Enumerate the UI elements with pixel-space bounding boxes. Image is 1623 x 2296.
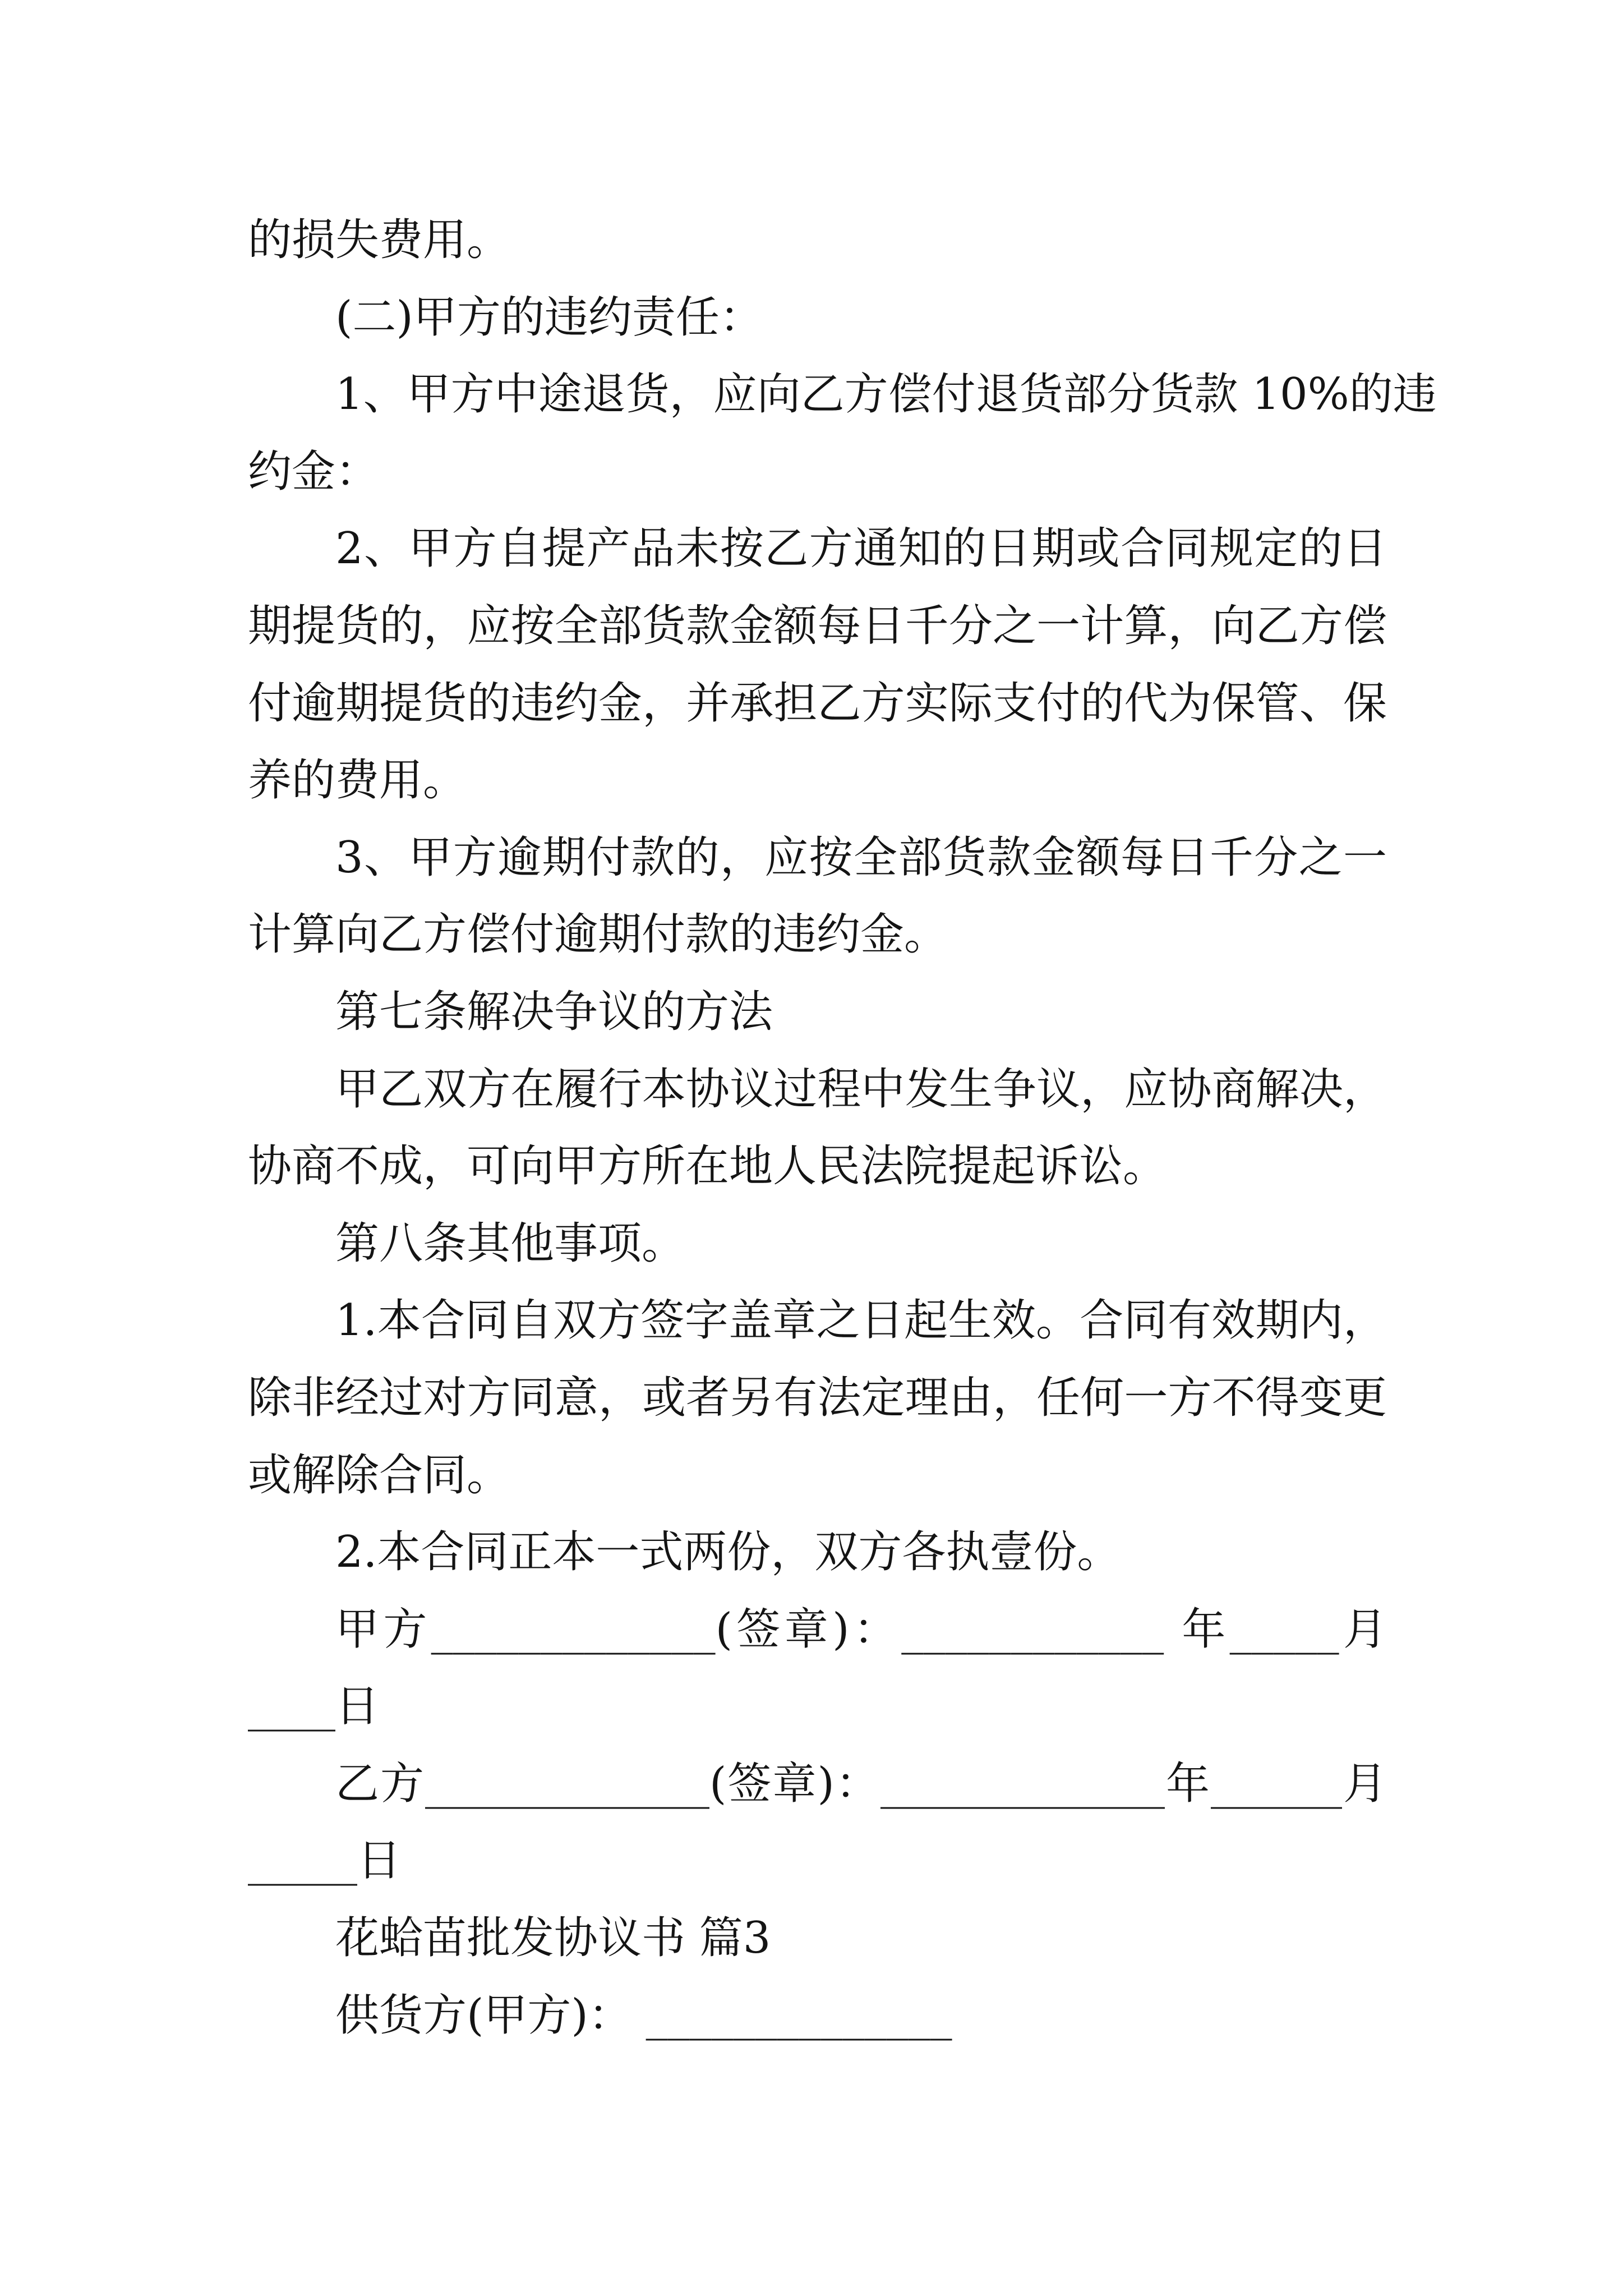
text-line: 2.本合同正本一式两份，双方各执壹份。 xyxy=(335,1527,1121,1578)
text-line: 乙方_____________(签章)：_____________年______月 xyxy=(335,1758,1387,1809)
text-line: 2、甲方自提产品未按乙方通知的日期或合同规定的日 xyxy=(335,523,1387,574)
text-line: 计算向乙方偿付逾期付款的违约金。 xyxy=(248,909,948,960)
article-heading-7 xyxy=(248,974,1387,1051)
subsection-heading xyxy=(248,279,1387,357)
article-heading-8 xyxy=(248,1205,1387,1283)
supplier-field xyxy=(248,1977,1387,2055)
dispute-resolution-text xyxy=(248,1051,1387,1205)
clause-item-3 xyxy=(248,820,1387,974)
text-line: 或解除合同。 xyxy=(248,1450,511,1501)
signature-line-party-a xyxy=(248,1591,1387,1746)
text-line: 甲乙双方在履行本协议过程中发生争议，应协商解决， xyxy=(335,1064,1387,1115)
text-line: 花蛤苗批发协议书 篇3 xyxy=(335,1913,771,1964)
other-matters-item-2 xyxy=(248,1514,1387,1591)
text-line: 1、甲方中途退货，应向乙方偿付退货部分货款 10%的违 xyxy=(335,369,1437,420)
text-line: 养的费用。 xyxy=(248,755,467,806)
text-line: 的损失费用。 xyxy=(248,215,511,265)
text-line: 付逾期提货的违约金，并承担乙方实际支付的代为保管、保 xyxy=(248,678,1387,729)
text-line: 除非经过对方同意，或者另有法定理由，任何一方不得变更 xyxy=(248,1372,1387,1423)
text-line: _____日 xyxy=(248,1835,402,1887)
text-line: 第八条其他事项。 xyxy=(335,1218,686,1269)
text-line: 约金： xyxy=(248,446,380,497)
signature-line-party-b xyxy=(248,1746,1387,1900)
text-line: (二)甲方的违约责任： xyxy=(335,292,763,343)
clause-item-2 xyxy=(248,510,1387,819)
text-line: 甲方_____________(签章)：____________ 年_____月 xyxy=(335,1604,1387,1655)
other-matters-item-1 xyxy=(248,1282,1387,1514)
text-line: 3、甲方逾期付款的，应按全部货款金额每日千分之一 xyxy=(335,832,1387,883)
text-line: 协商不成，可向甲方所在地人民法院提起诉讼。 xyxy=(248,1141,1167,1192)
document-body xyxy=(248,202,1437,2054)
clause-item-1 xyxy=(248,356,1437,510)
text-line: ____日 xyxy=(248,1681,380,1732)
text-line: 第七条解决争议的方法 xyxy=(335,986,773,1037)
text-line: 期提货的，应按全部货款金额每日千分之一计算，向乙方偿 xyxy=(248,600,1387,651)
text-line: 1.本合同自双方签字盖章之日起生效。合同有效期内， xyxy=(335,1295,1387,1346)
agreement-title xyxy=(248,1900,1387,1977)
text-line: 供货方(甲方)： ______________ xyxy=(335,1990,952,2041)
paragraph-continuation xyxy=(248,202,1387,279)
